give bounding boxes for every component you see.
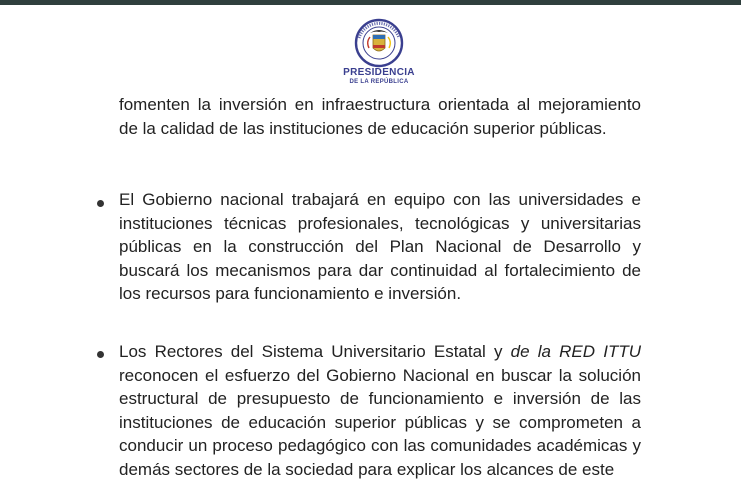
red-ittu-emphasis: de la RED ITTU xyxy=(510,342,641,361)
scan-top-edge xyxy=(0,0,741,5)
bullet-paragraph-2: Los Rectores del Sistema Universitario Estatal y de la RED ITTU reconocen el esfuerzo del Gobierno Nacional en buscar la solución estructural de presupuesto de funcionamiento e inversión de las instituciones de educación superior públicas y se comprometen a conducir un proceso pedagógico con las comunidades académicas y demás sectores de la sociedad para explicar los alcances de este xyxy=(119,342,641,479)
bullet-marker xyxy=(97,200,104,207)
coat-of-arms-seal-icon xyxy=(352,18,406,68)
org-name: PRESIDENCIA xyxy=(343,67,415,78)
org-subname: DE LA REPÚBLICA xyxy=(349,79,409,85)
bullet-marker xyxy=(97,351,104,358)
bullet-paragraph-1: El Gobierno nacional trabajará en equipo con las universidades e instituciones técnicas profesionales, tecnológicas y universitarias públicas en la construcción del Plan Nacional de Desarrollo y buscará los mecanismos para dar continuidad al fortalecimiento de los recursos para funcionamiento e inversión. xyxy=(119,190,641,304)
presidency-caption xyxy=(330,67,428,86)
continuation-paragraph: fomenten la inversión en infraestructura orientada al mejoramiento de la calidad de las instituciones de educación superior públicas. xyxy=(119,95,641,138)
